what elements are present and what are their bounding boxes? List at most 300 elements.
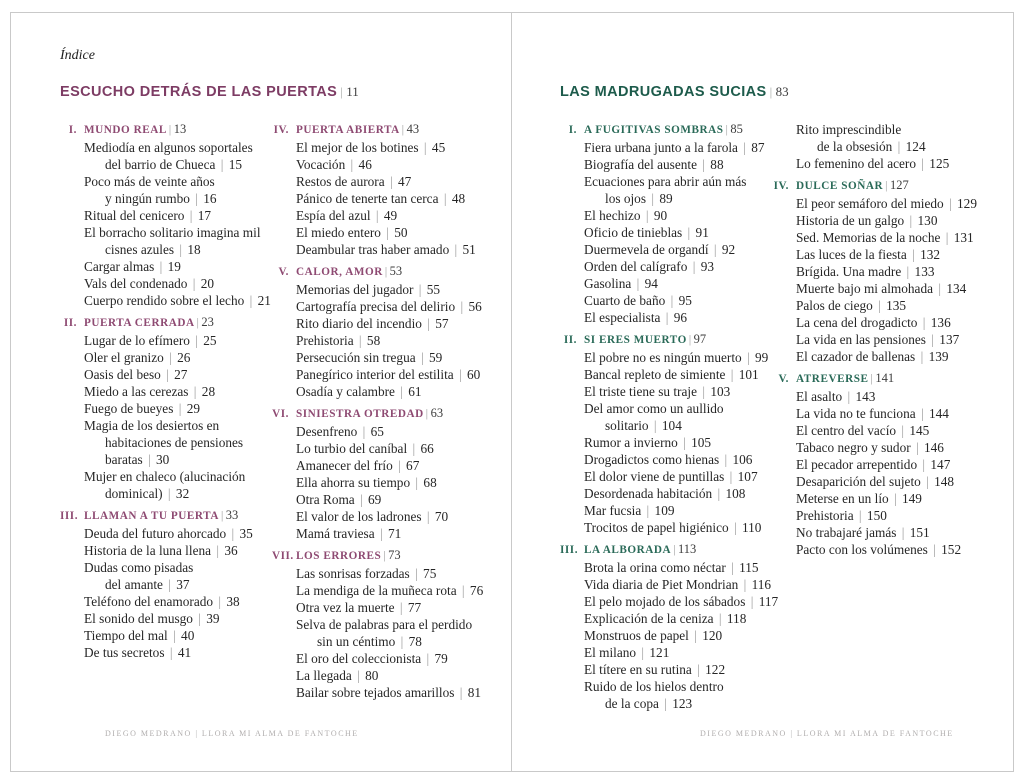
toc-entry bbox=[584, 349, 772, 366]
pipe-separator: | bbox=[417, 350, 427, 365]
index-row bbox=[60, 46, 511, 76]
entry-line: Bancal repleto de simiente | 101 bbox=[584, 367, 759, 382]
toc-entry bbox=[796, 263, 984, 280]
section-title: SINIESTRA OTREDAD bbox=[296, 408, 424, 420]
entry-line: Las luces de la fiesta | 132 bbox=[796, 247, 941, 262]
toc-entry bbox=[296, 190, 484, 207]
pipe-separator: | bbox=[693, 662, 704, 677]
section-header bbox=[772, 370, 984, 388]
pipe-separator: | bbox=[679, 435, 690, 450]
part-page-number: 11 bbox=[346, 84, 359, 99]
entry-line: Magia de los desiertos en bbox=[84, 418, 220, 433]
pipe-separator: | bbox=[440, 191, 450, 206]
entry-page-number: 117 bbox=[758, 594, 779, 609]
entry-page-number: 77 bbox=[407, 600, 422, 615]
part-heading-left bbox=[60, 84, 511, 100]
entry-page-number: 131 bbox=[953, 230, 974, 245]
toc-entry bbox=[84, 292, 272, 309]
entry-line: solitario | 104 bbox=[605, 418, 682, 433]
entry-line: El sonido del musgo | 39 bbox=[84, 611, 220, 626]
section-numeral: IV. bbox=[273, 124, 289, 136]
toc-entry bbox=[84, 258, 272, 275]
entry-page-number: 132 bbox=[920, 247, 941, 262]
pipe-separator: | bbox=[355, 333, 365, 348]
entry-page-number: 143 bbox=[855, 389, 876, 404]
entry-page-number: 60 bbox=[466, 367, 481, 382]
entry-line: Cargar almas | 19 bbox=[84, 259, 181, 274]
toc-entry bbox=[296, 224, 484, 241]
pipe-separator: | bbox=[169, 628, 180, 643]
toc-entry bbox=[584, 678, 772, 712]
entry-line: Ella ahorra su tiempo | 68 bbox=[296, 475, 437, 490]
toc-entry bbox=[796, 405, 984, 422]
toc-entry bbox=[84, 400, 272, 417]
pipe-separator: | bbox=[740, 577, 750, 592]
entry-page-number: 59 bbox=[428, 350, 443, 365]
entry-page-number: 90 bbox=[653, 208, 668, 223]
toc-entry bbox=[84, 468, 272, 502]
pipe-separator: | bbox=[382, 225, 393, 240]
section-title: LA ALBORADA bbox=[584, 544, 672, 556]
entry-line: El triste tiene su traje | 103 bbox=[584, 384, 731, 399]
entry-line: Osadía y calambre | 61 bbox=[296, 384, 422, 399]
toc-section bbox=[272, 263, 484, 400]
toc-entry bbox=[296, 241, 484, 258]
section-numeral: III. bbox=[560, 544, 579, 556]
section-header bbox=[272, 121, 484, 139]
toc-entry bbox=[584, 207, 772, 224]
toc-entry bbox=[296, 491, 484, 508]
entry-line: La mendiga de la muñeca rota | 76 bbox=[296, 583, 484, 598]
pipe-separator: | bbox=[164, 577, 175, 592]
entry-line: Del amor como un aullido bbox=[584, 401, 724, 416]
entry-page-number: 21 bbox=[257, 293, 271, 308]
entry-line: El oro del coleccionista | 79 bbox=[296, 651, 448, 666]
entry-line: y ningún rumbo | 16 bbox=[105, 191, 217, 206]
entry-page-number: 116 bbox=[751, 577, 772, 592]
index-row-spacer bbox=[560, 46, 1013, 76]
toc-entry bbox=[296, 650, 484, 667]
toc-section bbox=[60, 121, 272, 309]
toc-entry bbox=[584, 519, 772, 536]
toc-entry bbox=[296, 599, 484, 616]
entry-page-number: 109 bbox=[654, 503, 675, 518]
toc-entry bbox=[796, 280, 984, 297]
entry-page-number: 120 bbox=[702, 628, 723, 643]
section-page-number: 73 bbox=[388, 548, 401, 562]
entry-line: El milano | 121 bbox=[584, 645, 670, 660]
toc-entry bbox=[296, 173, 484, 190]
pipe-separator: | bbox=[699, 384, 709, 399]
entry-page-number: 105 bbox=[691, 435, 712, 450]
pipe-separator: | bbox=[356, 492, 367, 507]
entry-line: El borracho solitario imagina mil bbox=[84, 225, 261, 240]
toc-entry bbox=[296, 423, 484, 440]
pipe-separator: | bbox=[383, 550, 387, 562]
entry-page-number: 122 bbox=[705, 662, 726, 677]
section-numeral: I. bbox=[68, 124, 77, 136]
pipe-separator: | bbox=[922, 474, 933, 489]
toc-entry bbox=[796, 422, 984, 439]
part-heading-right bbox=[560, 84, 1013, 100]
entry-line: Prehistoria | 150 bbox=[796, 508, 887, 523]
entry-line: El especialista | 96 bbox=[584, 310, 688, 325]
section-title: LLAMAN A TU PUERTA bbox=[84, 510, 219, 522]
section-numeral: IV. bbox=[773, 180, 789, 192]
toc-entry bbox=[796, 348, 984, 365]
pipe-separator: | bbox=[898, 525, 908, 540]
pipe-separator: | bbox=[420, 140, 430, 155]
toc-entry bbox=[796, 456, 984, 473]
entry-page-number: 79 bbox=[434, 651, 448, 666]
entry-line: De tus secretos | 41 bbox=[84, 645, 192, 660]
pipe-separator: | bbox=[667, 293, 677, 308]
toc-entry bbox=[584, 627, 772, 644]
entry-line: Rumor a invierno | 105 bbox=[584, 435, 712, 450]
toc-section bbox=[60, 314, 272, 502]
pipe-separator: | bbox=[455, 367, 465, 382]
entry-line: Mediodía en algunos soportales bbox=[84, 140, 253, 155]
pipe-separator: | bbox=[451, 242, 461, 257]
toc-column bbox=[60, 121, 272, 706]
entry-page-number: 123 bbox=[672, 696, 693, 711]
entry-page-number: 40 bbox=[181, 628, 195, 643]
entry-line: El títere en su rutina | 122 bbox=[584, 662, 726, 677]
section-title: LOS ERRORES bbox=[296, 550, 382, 562]
toc-entry bbox=[84, 542, 272, 559]
section-numeral: II. bbox=[63, 317, 77, 329]
entry-line: Prehistoria | 58 bbox=[296, 333, 381, 348]
entry-page-number: 29 bbox=[186, 401, 200, 416]
entry-line: Miedo a las cerezas | 28 bbox=[84, 384, 216, 399]
toc-section bbox=[560, 331, 772, 536]
entry-line: de la obsesión | 124 bbox=[817, 139, 926, 154]
entry-page-number: 145 bbox=[909, 423, 930, 438]
entry-line: Tabaco negro y sudor | 146 bbox=[796, 440, 944, 455]
entry-line: Fuego de bueyes | 29 bbox=[84, 401, 200, 416]
pipe-separator: | bbox=[347, 157, 357, 172]
entry-line: los ojos | 89 bbox=[605, 191, 673, 206]
entry-page-number: 121 bbox=[649, 645, 670, 660]
entry-page-number: 26 bbox=[177, 350, 191, 365]
pipe-separator: | bbox=[384, 266, 388, 278]
pipe-separator: | bbox=[660, 696, 671, 711]
entry-page-number: 96 bbox=[673, 310, 688, 325]
entry-page-number: 107 bbox=[737, 469, 758, 484]
toc-entry bbox=[84, 275, 272, 292]
entry-page-number: 55 bbox=[426, 282, 441, 297]
entry-page-number: 139 bbox=[928, 349, 949, 364]
entry-page-number: 149 bbox=[902, 491, 922, 506]
section-numeral: I. bbox=[568, 124, 577, 136]
toc-section bbox=[772, 370, 984, 558]
entry-line: Explicación de la ceniza | 118 bbox=[584, 611, 747, 626]
entry-line: El centro del vacío | 145 bbox=[796, 423, 930, 438]
entry-line: Las sonrisas forzadas | 75 bbox=[296, 566, 437, 581]
entry-line: Lugar de lo efímero | 25 bbox=[84, 333, 217, 348]
pipe-separator: | bbox=[213, 543, 223, 558]
entry-page-number: 95 bbox=[678, 293, 692, 308]
entry-page-number: 66 bbox=[420, 441, 434, 456]
toc-column bbox=[560, 121, 779, 717]
toc-entry bbox=[296, 298, 484, 315]
section-numeral: III. bbox=[60, 510, 79, 522]
pipe-separator: | bbox=[725, 124, 729, 136]
entry-line: Mar fucsia | 109 bbox=[584, 503, 675, 518]
pipe-separator: | bbox=[917, 349, 927, 364]
entry-line: Otra Roma | 69 bbox=[296, 492, 382, 507]
entry-line: Dudas como pisadas bbox=[84, 560, 194, 575]
entry-line: Cuarto de baño | 95 bbox=[584, 293, 692, 308]
pipe-separator: | bbox=[662, 310, 672, 325]
entry-page-number: 136 bbox=[930, 315, 951, 330]
entry-line: Deambular tras haber amado | 51 bbox=[296, 242, 476, 257]
entry-page-number: 67 bbox=[406, 458, 420, 473]
entry-line: Pacto con los volúmenes | 152 bbox=[796, 542, 962, 557]
entry-page-number: 71 bbox=[387, 526, 402, 541]
pipe-separator: | bbox=[246, 293, 256, 308]
toc-entry bbox=[296, 508, 484, 525]
toc-entry bbox=[584, 275, 772, 292]
section-header bbox=[272, 263, 484, 281]
entry-page-number: 150 bbox=[866, 508, 887, 523]
entry-page-number: 18 bbox=[187, 242, 201, 257]
pipe-separator: | bbox=[411, 566, 422, 581]
entry-page-number: 57 bbox=[435, 316, 449, 331]
entry-page-number: 101 bbox=[738, 367, 759, 382]
toc-entry bbox=[584, 434, 772, 451]
toc-entry bbox=[84, 349, 272, 366]
pipe-separator: | bbox=[919, 315, 929, 330]
entry-page-number: 89 bbox=[659, 191, 673, 206]
section-page-number: 127 bbox=[889, 178, 909, 192]
pipe-separator: | bbox=[168, 124, 172, 136]
running-footer-right: DIEGO MEDRANO | LLORA MI ALMA DE FANTOCHE bbox=[700, 729, 954, 738]
toc-entry bbox=[296, 139, 484, 156]
entry-page-number: 118 bbox=[726, 611, 747, 626]
entry-page-number: 129 bbox=[957, 196, 977, 211]
section-header bbox=[272, 405, 484, 423]
toc-entry bbox=[296, 207, 484, 224]
toc-entry bbox=[796, 229, 984, 246]
entry-line: Desordenada habitación | 108 bbox=[584, 486, 746, 501]
pipe-separator: | bbox=[372, 208, 382, 223]
entry-line: El hechizo | 90 bbox=[584, 208, 668, 223]
toc-entry bbox=[84, 644, 272, 661]
entry-page-number: 17 bbox=[197, 208, 212, 223]
pipe-separator: | bbox=[688, 334, 692, 346]
entry-page-number: 70 bbox=[434, 509, 449, 524]
toc-entry bbox=[296, 616, 484, 650]
entry-page-number: 30 bbox=[155, 452, 170, 467]
toc-entry bbox=[84, 610, 272, 627]
toc-entry bbox=[584, 610, 772, 627]
toc-entry bbox=[796, 121, 984, 155]
section-numeral: VI. bbox=[272, 408, 289, 420]
toc-entry bbox=[584, 576, 772, 593]
pipe-separator: | bbox=[458, 583, 468, 598]
pipe-separator: | bbox=[175, 401, 185, 416]
toc-entry bbox=[84, 139, 272, 173]
entry-page-number: 46 bbox=[358, 157, 372, 172]
pipe-separator: | bbox=[162, 367, 173, 382]
toc-entry bbox=[296, 315, 484, 332]
entry-page-number: 135 bbox=[886, 298, 907, 313]
entry-line: Bailar sobre tejados amarillos | 81 bbox=[296, 685, 482, 700]
entry-page-number: 41 bbox=[177, 645, 192, 660]
entry-line: Espía del azul | 49 bbox=[296, 208, 398, 223]
pipe-separator: | bbox=[908, 247, 919, 262]
entry-page-number: 110 bbox=[741, 520, 762, 535]
toc-entry bbox=[796, 155, 984, 172]
entry-line: Memorias del jugador | 55 bbox=[296, 282, 441, 297]
entry-line: El pobre no es ningún muerto | 99 bbox=[584, 350, 769, 365]
toc-entry bbox=[584, 309, 772, 326]
pipe-separator: | bbox=[727, 560, 738, 575]
pipe-separator: | bbox=[684, 225, 694, 240]
pipe-separator: | bbox=[220, 510, 224, 522]
entry-page-number: 25 bbox=[203, 333, 217, 348]
pipe-separator: | bbox=[689, 259, 699, 274]
pipe-separator: | bbox=[217, 157, 227, 172]
entry-page-number: 106 bbox=[732, 452, 753, 467]
entry-page-number: 147 bbox=[930, 457, 951, 472]
toc-section bbox=[772, 177, 984, 365]
entry-page-number: 94 bbox=[644, 276, 658, 291]
section-numeral: V. bbox=[278, 266, 289, 278]
toc-entry bbox=[84, 593, 272, 610]
pipe-separator: | bbox=[747, 594, 757, 609]
entry-page-number: 148 bbox=[934, 474, 955, 489]
entry-page-number: 50 bbox=[394, 225, 408, 240]
toc-entry bbox=[796, 331, 984, 348]
entry-line: El cazador de ballenas | 139 bbox=[796, 349, 949, 364]
entry-line: Oficio de tinieblas | 91 bbox=[584, 225, 709, 240]
pipe-separator: | bbox=[945, 196, 956, 211]
toc-entry bbox=[796, 388, 984, 405]
entry-line: El asalto | 143 bbox=[796, 389, 876, 404]
toc-entry bbox=[584, 139, 772, 156]
toc-column bbox=[272, 121, 484, 706]
entry-line: Lo turbio del caníbal | 66 bbox=[296, 441, 434, 456]
toc-entry bbox=[584, 468, 772, 485]
toc-entry bbox=[296, 383, 484, 400]
toc-entry bbox=[584, 451, 772, 468]
pipe-separator: | bbox=[844, 389, 854, 404]
entry-page-number: 61 bbox=[408, 384, 422, 399]
entry-page-number: 134 bbox=[946, 281, 967, 296]
toc-entry bbox=[584, 400, 772, 434]
pipe-separator: | bbox=[191, 333, 202, 348]
entry-page-number: 20 bbox=[200, 276, 214, 291]
entry-page-number: 32 bbox=[175, 486, 190, 501]
toc-section bbox=[272, 547, 484, 701]
section-header bbox=[772, 177, 984, 195]
entry-line: El pelo mojado de los sábados | 117 bbox=[584, 594, 779, 609]
toc-entry bbox=[584, 366, 772, 383]
entry-line: Teléfono del enamorado | 38 bbox=[84, 594, 240, 609]
section-page-number: 97 bbox=[693, 332, 707, 346]
toc-entry bbox=[84, 173, 272, 207]
entry-line: Ruido de los hielos dentro bbox=[584, 679, 724, 694]
pipe-separator: | bbox=[769, 84, 773, 99]
entry-page-number: 75 bbox=[423, 566, 437, 581]
pipe-separator: | bbox=[353, 668, 364, 683]
section-header bbox=[560, 121, 772, 139]
part-title: ESCUCHO DETRÁS DE LAS PUERTAS bbox=[60, 84, 338, 100]
entry-line: del barrio de Chueca | 15 bbox=[105, 157, 242, 172]
entry-page-number: 151 bbox=[909, 525, 930, 540]
pipe-separator: | bbox=[874, 298, 885, 313]
pipe-separator: | bbox=[397, 634, 407, 649]
entry-page-number: 27 bbox=[174, 367, 188, 382]
toc-entry bbox=[796, 541, 984, 558]
section-numeral: VII. bbox=[272, 550, 294, 562]
entry-line: sin un céntimo | 78 bbox=[317, 634, 422, 649]
section-page-number: 85 bbox=[730, 122, 743, 136]
pipe-separator: | bbox=[194, 611, 205, 626]
pipe-separator: | bbox=[457, 299, 467, 314]
entry-line: Monstruos de papel | 120 bbox=[584, 628, 723, 643]
entry-page-number: 115 bbox=[739, 560, 759, 575]
pipe-separator: | bbox=[935, 281, 945, 296]
entry-page-number: 19 bbox=[167, 259, 181, 274]
section-page-number: 33 bbox=[225, 508, 239, 522]
pipe-separator: | bbox=[412, 475, 422, 490]
toc-entry bbox=[584, 644, 772, 661]
part-page-number: 83 bbox=[775, 84, 789, 99]
entry-line: Fiera urbana junto a la farola | 87 bbox=[584, 140, 765, 155]
entry-page-number: 45 bbox=[431, 140, 446, 155]
toc-entry bbox=[796, 473, 984, 490]
toc-section bbox=[560, 541, 779, 712]
entry-line: Historia de un galgo | 130 bbox=[796, 213, 938, 228]
entry-page-number: 35 bbox=[239, 526, 253, 541]
entry-page-number: 51 bbox=[462, 242, 476, 257]
entry-page-number: 38 bbox=[226, 594, 240, 609]
pipe-separator: | bbox=[890, 491, 900, 506]
section-title: PUERTA CERRADA bbox=[84, 317, 195, 329]
toc-columns-right bbox=[560, 121, 1013, 717]
pipe-separator: | bbox=[190, 384, 200, 399]
pipe-separator: | bbox=[215, 594, 225, 609]
part-title: LAS MADRUGADAS SUCIAS bbox=[560, 84, 767, 100]
toc-section bbox=[560, 121, 772, 326]
entry-page-number: 130 bbox=[917, 213, 938, 228]
entry-page-number: 104 bbox=[661, 418, 682, 433]
entry-line: Tiempo del mal | 40 bbox=[84, 628, 195, 643]
pipe-separator: | bbox=[648, 191, 658, 206]
toc-entry bbox=[296, 457, 484, 474]
entry-page-number: 137 bbox=[939, 332, 960, 347]
entry-line: Persecución sin tregua | 59 bbox=[296, 350, 443, 365]
entry-page-number: 108 bbox=[725, 486, 746, 501]
toc-entry bbox=[296, 525, 484, 542]
pipe-separator: | bbox=[730, 520, 740, 535]
entry-line: Rito diario del incendio | 57 bbox=[296, 316, 449, 331]
entry-line: habitaciones de pensiones bbox=[105, 435, 244, 450]
entry-line: cisnes azules | 18 bbox=[105, 242, 201, 257]
toc-entry bbox=[296, 440, 484, 457]
entry-line: Biografía del ausente | 88 bbox=[584, 157, 724, 172]
pipe-separator: | bbox=[165, 350, 176, 365]
entry-line: Brígida. Una madre | 133 bbox=[796, 264, 935, 279]
entry-page-number: 152 bbox=[941, 542, 962, 557]
entry-line: Sed. Memorias de la noche | 131 bbox=[796, 230, 974, 245]
toc-entry bbox=[296, 332, 484, 349]
section-page-number: 23 bbox=[201, 315, 214, 329]
section-header bbox=[60, 314, 272, 332]
